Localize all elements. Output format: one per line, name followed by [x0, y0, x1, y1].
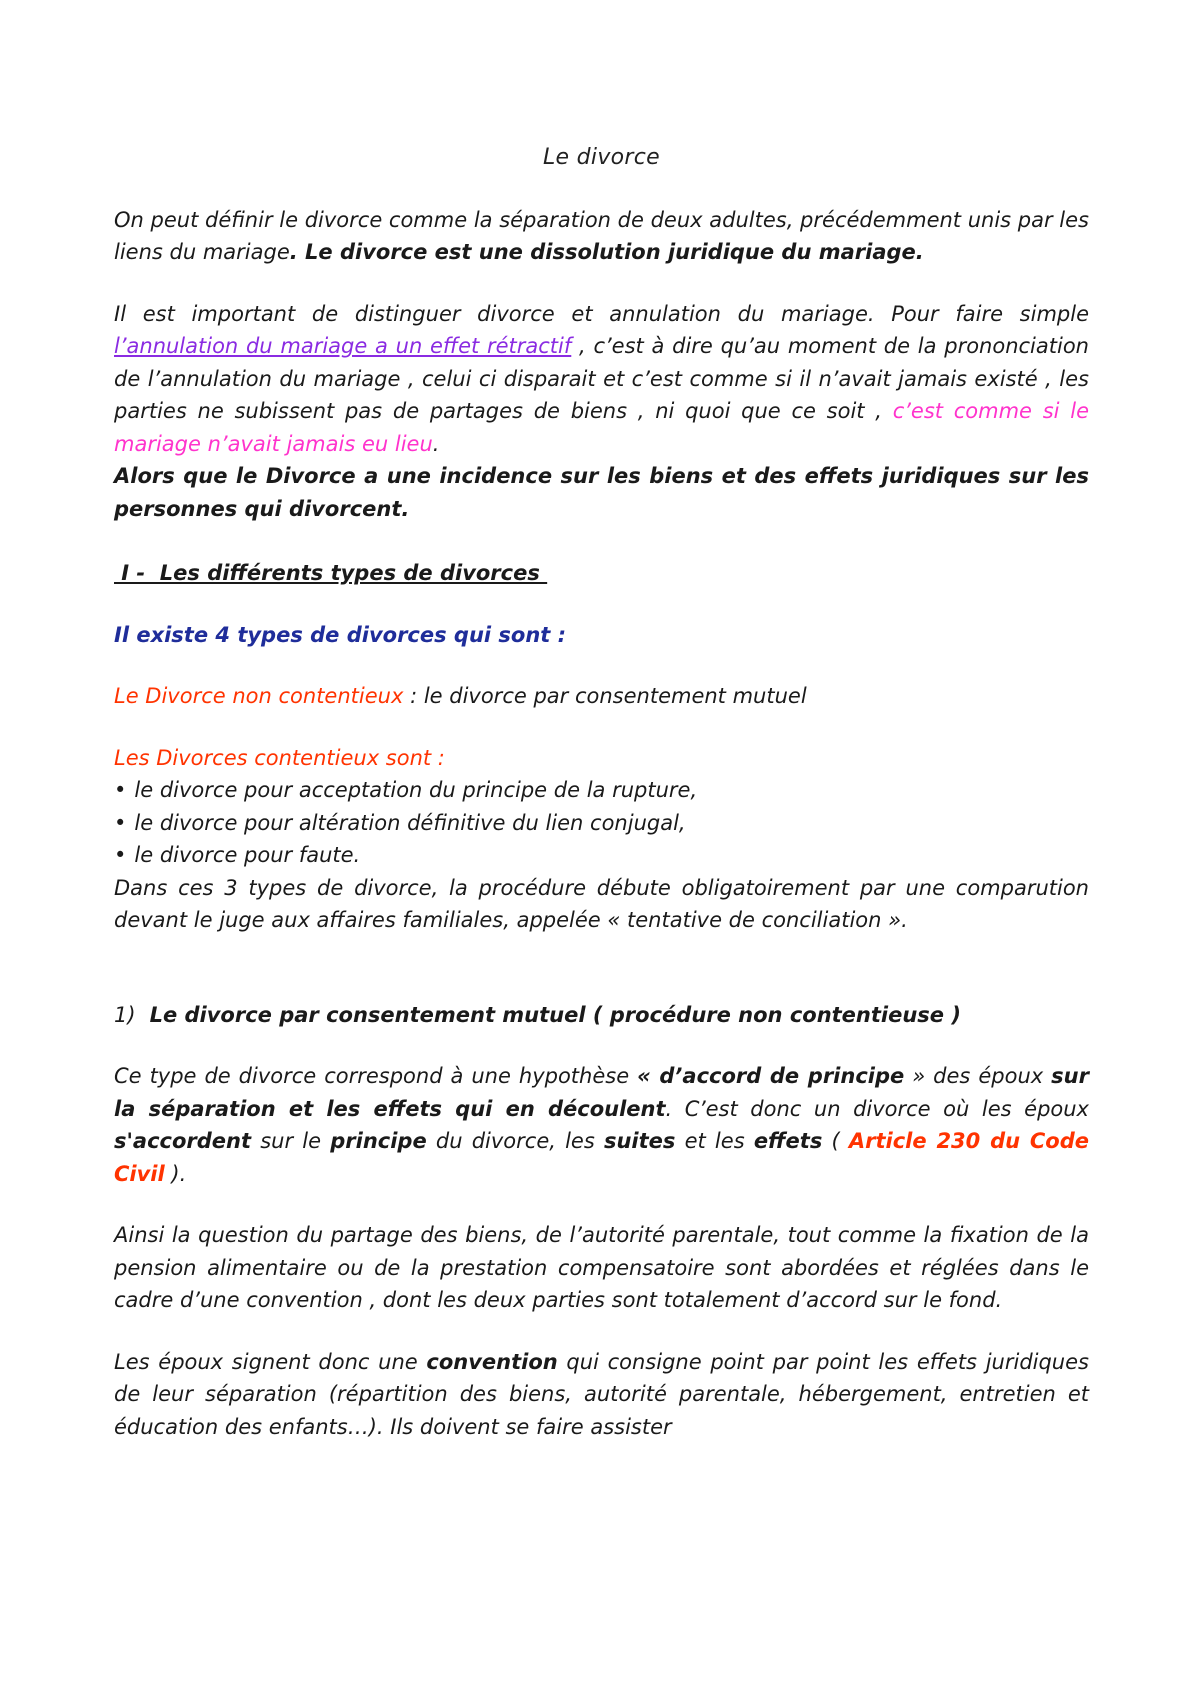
list-item: [114, 839, 1089, 872]
consent-text: et les: [675, 1129, 754, 1153]
alors-que-paragraph: Alors que le Divorce a une incidence sur les biens et des effets juridiques sur les personnes qui divorcent.: [114, 464, 1089, 521]
intro-bold-text: . Le divorce est une dissolution juridique du mariage.: [289, 240, 924, 264]
consent-bold: principe: [330, 1129, 427, 1153]
non-contentieux-line: [114, 680, 1089, 713]
consent-paragraph: [114, 1060, 1089, 1190]
subsection-number: 1): [114, 1002, 136, 1027]
list-item: [114, 774, 1089, 807]
convention-text: Les époux signent donc une: [114, 1349, 427, 1374]
consent-text: (: [822, 1129, 849, 1153]
non-contentieux-text: : le divorce par consentement mutuel: [403, 684, 807, 708]
convention-paragraph: [114, 1346, 1089, 1444]
annulation-end: .: [432, 431, 440, 456]
article-reference: Article 230 du Code Civil: [114, 1129, 1090, 1186]
consent-bold: « d’accord de principe: [637, 1064, 905, 1088]
annulation-lead: Il est important de distinguer divorce et annulation du mariage. Pour faire simple: [114, 301, 1089, 326]
annulation-link[interactable]: l’annulation du mariage a un effet rétractif: [114, 334, 572, 358]
contentieux-label: Les Divorces contentieux sont :: [114, 745, 445, 770]
consent-text: ).: [164, 1161, 187, 1186]
page-title: Le divorce: [542, 145, 661, 170]
section-heading-types: [114, 557, 1089, 590]
annulation-pink-text: c’est comme si le mariage n’avait jamais eu lieu: [114, 399, 1089, 456]
list-item-text: le divorce pour altération définitive du lien conjugal,: [134, 810, 686, 835]
subsection-heading-text: Le divorce par consentement mutuel ( procédure non contentieuse ): [149, 1002, 961, 1027]
list-item-text: le divorce pour faute.: [134, 843, 361, 867]
intro-text: On peut définir le divorce comme la séparation de deux adultes, précédemment unis par les liens du mariage: [114, 207, 1089, 264]
intro-paragraph: [114, 204, 1089, 269]
consent-text: . C’est donc un divorce où les époux: [665, 1096, 1089, 1121]
annulation-middle: , c’est à dire qu’au moment de la prononciation de l’annulation du mariage , celui ci disparait et c’est comme si il n’avait jamais existé , les parties ne subissent pas de partages de biens , ni quoi que ce soit ,: [114, 334, 1089, 423]
convention-bold: convention: [426, 1349, 558, 1374]
bullet-icon: •: [114, 778, 127, 802]
list-item: [114, 807, 1089, 840]
section-heading-text: I - Les différents types de divorces: [114, 561, 548, 585]
subsection-heading: [114, 999, 1089, 1032]
consent-text: Ce type de divorce correspond à une hypothèse: [114, 1064, 638, 1088]
types-heading: Il existe 4 types de divorces qui sont :: [114, 622, 567, 647]
annulation-paragraph: [114, 298, 1089, 461]
consent-bold: s'accordent: [114, 1129, 252, 1153]
consent-bold: sur la séparation et les effets qui en découlent: [114, 1064, 1089, 1121]
convention-text: qui consigne point par point les effets juridiques de leur séparation (répartition des biens, autorité parentale, hébergement, entretien et éducation des enfants…). Ils doivent se faire assister: [114, 1349, 1089, 1439]
procedure-paragraph: Dans ces 3 types de divorce, la procédure débute obligatoirement par une comparution devant le juge aux affaires familiales, appelée « tentative de conciliation ».: [114, 875, 1089, 932]
document-body: [114, 142, 1089, 1443]
consent-text: sur le: [251, 1129, 331, 1153]
list-item-text: le divorce pour acceptation du principe de la rupture,: [134, 778, 698, 802]
consent-text: du divorce, les: [426, 1129, 604, 1153]
bullet-icon: •: [114, 810, 127, 835]
bullet-icon: •: [114, 843, 127, 867]
ainsi-paragraph: Ainsi la question du partage des biens, de l’autorité parentale, tout comme la fixation de la pension alimentaire ou de la prestation compensatoire sont abordées et réglées dans le cadre d’une convention , dont les deux parties sont totalement d’accord sur le fond.: [114, 1223, 1089, 1312]
non-contentieux-label: Le Divorce non contentieux: [114, 684, 404, 708]
consent-text: » des époux: [904, 1064, 1052, 1088]
consent-bold: suites: [603, 1129, 676, 1153]
consent-bold: effets: [753, 1129, 823, 1153]
